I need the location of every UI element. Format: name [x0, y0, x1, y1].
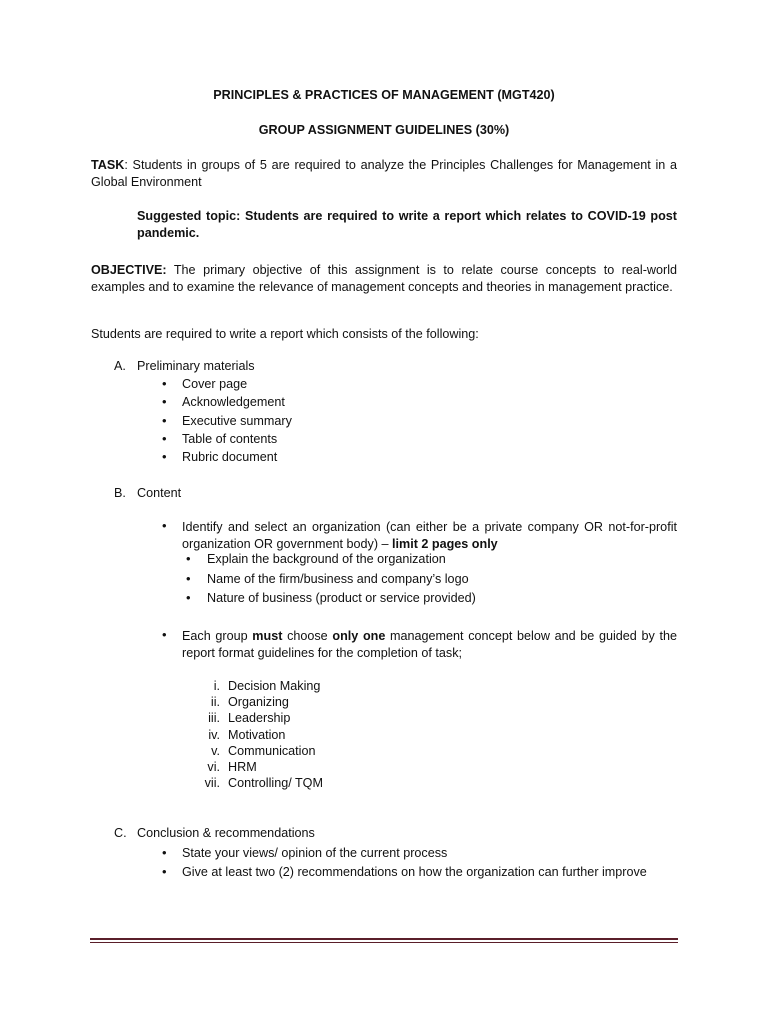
bullet-dot: • — [162, 449, 167, 464]
task-paragraph — [91, 157, 677, 191]
list-item: Rubric document — [182, 450, 278, 464]
bullet-dot: • — [162, 394, 167, 409]
list-item: Give at least two (2) recommendations on how the organization can further improve — [182, 865, 647, 879]
doc-title: PRINCIPLES & PRACTICES OF MANAGEMENT (MGT420) — [213, 88, 555, 102]
concept-text-2: choose — [282, 629, 333, 643]
list-item: Explain the background of the organization — [207, 552, 446, 566]
task-label: TASK — [91, 158, 125, 172]
list-item: Acknowledgement — [182, 395, 285, 409]
list-item: Organizing — [228, 695, 289, 709]
list-item: Decision Making — [228, 679, 321, 693]
must-text: must — [252, 629, 283, 643]
section-b-title: Content — [137, 486, 182, 500]
section-c-marker: C. — [114, 826, 127, 840]
section-a-marker: A. — [114, 359, 126, 373]
objective-paragraph — [91, 262, 677, 296]
objective-label: OBJECTIVE: — [91, 263, 167, 277]
section-c-title: Conclusion & recommendations — [137, 826, 315, 840]
list-number: v. — [211, 744, 220, 758]
list-item: Table of contents — [182, 432, 278, 446]
list-item: Leadership — [228, 711, 291, 725]
concept-text-3: management concept below and be guided by the report format guidelines for the completion of task; — [182, 629, 677, 660]
list-item: Executive summary — [182, 414, 292, 428]
page-limit-text: limit 2 pages only — [392, 537, 498, 551]
task-text: : Students in groups of 5 are required to analyze the Principles Challenges for Management in a Global Environment — [91, 158, 677, 189]
list-item: Name of the firm/business and company’s logo — [207, 572, 469, 586]
bullet-dot: • — [186, 551, 191, 566]
bullet-dot: • — [162, 845, 167, 860]
only-one-text: only one — [332, 629, 386, 643]
list-item: Communication — [228, 744, 316, 758]
list-number: i. — [213, 679, 220, 693]
list-number: iii. — [208, 711, 220, 725]
list-item: Controlling/ TQM — [228, 776, 323, 790]
bullet-dot: • — [186, 590, 191, 605]
list-item: Nature of business (product or service provided) — [207, 591, 476, 605]
bullet-dot: • — [162, 413, 167, 428]
section-b-marker: B. — [114, 486, 126, 500]
bullet-dot: • — [162, 431, 167, 446]
doc-subtitle: GROUP ASSIGNMENT GUIDELINES (30%) — [258, 123, 510, 137]
footer-rule-thick — [90, 938, 678, 940]
content-bullet-organization — [182, 519, 677, 553]
list-item: State your views/ opinion of the current process — [182, 846, 448, 860]
content-bullet-concept — [182, 628, 677, 662]
intro-text: Students are required to write a report which consists of the following: — [91, 327, 479, 341]
bullet-dot: • — [162, 518, 167, 533]
concept-text-1: Each group — [182, 629, 253, 643]
suggested-topic: Suggested topic: Students are required to write a report which relates to COVID-19 post pandemic. — [137, 209, 677, 240]
section-a-title: Preliminary materials — [137, 359, 255, 373]
list-item: Motivation — [228, 728, 286, 742]
list-item: Cover page — [182, 377, 248, 391]
list-number: vi. — [207, 760, 220, 774]
objective-text: The primary objective of this assignment is to relate course concepts to real-world examples and to examine the relevance of management concepts and theories in management practice. — [91, 263, 677, 294]
list-number: iv. — [208, 728, 220, 742]
bullet-dot: • — [186, 571, 191, 586]
list-item: HRM — [228, 760, 257, 774]
bullet-dot: • — [162, 627, 167, 642]
organization-text: Identify and select an organization (can either be a private company OR not-for-profit organization OR government body) – — [182, 520, 677, 551]
bullet-dot: • — [162, 376, 167, 391]
list-number: vii. — [204, 776, 220, 790]
list-number: ii. — [210, 695, 220, 709]
footer-rule-thin — [90, 942, 678, 943]
bullet-dot: • — [162, 864, 167, 879]
